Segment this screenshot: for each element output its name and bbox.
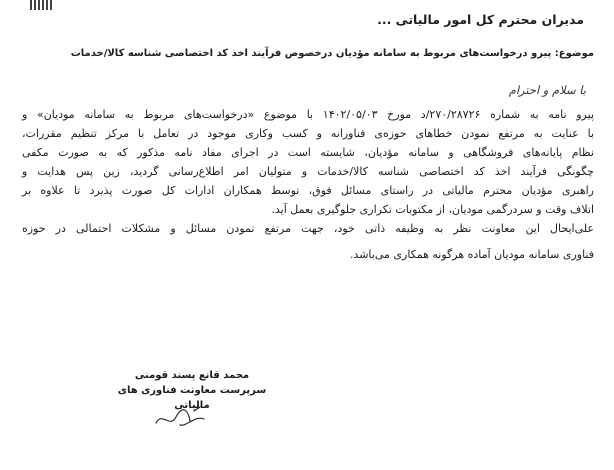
addressee: مدیران محترم کل امور مالیاتی ... <box>377 12 584 27</box>
qr-code <box>30 0 54 10</box>
body-line: راهبری مؤدیان محترم مالیاتی در راستای مسائل فوق، توسط همکاران ادارات کل صورت پذیرد تا علاوه بر <box>22 184 594 197</box>
signatory-title: سرپرست معاونت فناوری های مالیاتی <box>117 385 267 411</box>
signatory-name: محمد قانع پسند قومنی <box>134 370 250 381</box>
body-line: علی‌ایحال این معاونت نظر به وظیفه ذاتی خود، جهت مرتفع نمودن مسائل و مشکلات احتمالی در حوزه <box>22 222 594 235</box>
handwritten-signature <box>150 405 210 433</box>
body-line: نظام پایانه‌های فروشگاهی و سامانه مؤدیان، شایسته است در اجرای مفاد نامه مذکور که به صورت مکفی <box>22 146 594 159</box>
signature-block <box>112 368 272 411</box>
body-line: چگونگی فرآیند اخذ کد اختصاصی شناسه کالا/خدمات و متولیان امر اطلاع‌رسانی گردید، زین پس هدایت و <box>22 165 594 178</box>
subject-line: موضوع: پیرو درخواست‌های مربوط به سامانه مؤدیان درخصوص فرآیند اخذ کد اختصاصی شناسه کالا/خدمات <box>70 48 594 59</box>
body-line: اتلاف وقت و سردرگمی مودیان، از مکتوبات تکراری جلوگیری بعمل آید. <box>271 203 594 216</box>
body-line: پیرو نامه به شماره ۲۷۰/۲۸۷۲۶/د مورخ ۱۴۰۲/۰۵/۰۳ با موضوع «درخواست‌های مربوط به سامانه مودیان» و <box>22 108 595 121</box>
body-line: فناوری سامانه مودیان آماده هرگونه همکاری می‌باشد. <box>349 248 594 261</box>
greeting: با سلام و احترام <box>508 83 586 97</box>
body-line: با عنایت به مرتفع نمودن خطاهای حوزه‌ی فناورانه و کسب وکاری موجود در تعامل با مرکز تنظیم مقررات، <box>22 127 594 140</box>
